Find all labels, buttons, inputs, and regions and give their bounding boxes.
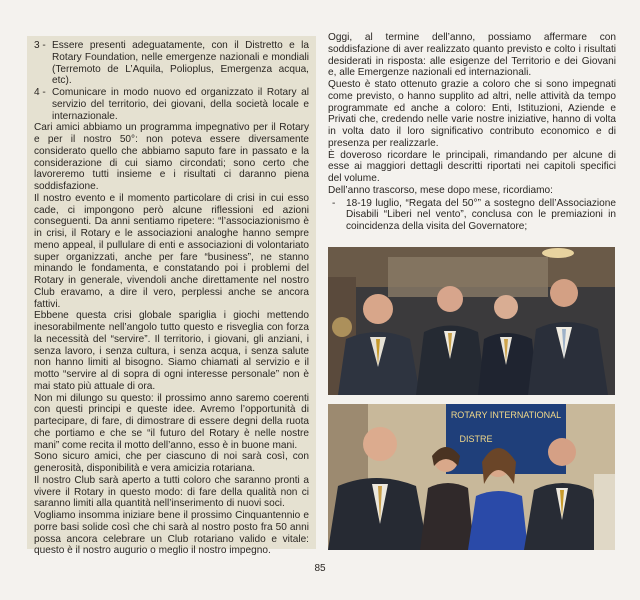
left-text-column — [27, 36, 316, 557]
bullet-item — [328, 198, 616, 233]
bullet-dash: - — [332, 197, 336, 209]
photo-group-banner — [328, 404, 615, 550]
photo-group-banner-illustration — [328, 404, 615, 550]
list-number: 4 - — [34, 87, 46, 98]
paragraph: Ebbene questa crisi globale sparigliа i giochi mettendo inesorabilmente nell’angolo tutto questo e risveglia con forza la necessità del “servire”. Il territorio, i giovani, gli anziani, i senza lavoro, i senza cultura, i senza acqua, i senza salute non hanno limiti al bisogno. Siamo chiamati al servizio e il motto “servire al di sopra di ogni interesse personale” non è mai stato più attuale di ora. — [34, 310, 309, 392]
paragraph: Vogliamo insomma iniziare bene il prossimo Cinquantennio e porre basi solide così che chi sarà al nostro posto fra 50 anni possa ancora celebrare un Club rotariano valido e vitale: questo è il nostro augurio o meglio il nostro impegno. — [34, 510, 309, 557]
photo-four-men — [328, 247, 615, 395]
photo-four-men-illustration — [328, 247, 615, 395]
paragraph: Il nostro Club sarà aperto a tutti coloro che saranno pronti a vivere il Rotary in questo modo: di fare della qualità non ci saranno limiti alla quantità nell’inserimento di nuovi soci. — [34, 474, 309, 510]
paragraph: Questo è stato ottenuto grazie a coloro che si sono impegnati come previsto, o hanno supplito ad altri, nelle attività da tempo programmate ed anche a coloro: Enti, Istituzioni, Aziende e Privati che, credendo nelle varie nostre iniziative, hanno di volta in volta dato il loro significativo contributo economico e di presenza per realizzarle. — [328, 79, 616, 149]
page-number: 85 — [314, 563, 326, 574]
paragraph: Non mi dilungo su questo: il prossimo anno saremo coerenti con questi principi e queste idee. Avremo l’opportunità di partecipare, di fare, di dimostrare di essere degni della ruota che portiamo e che se “il futuro del Rotary è nelle nostre mani” come recita il motto dell’anno, esso è in buone mani. — [34, 392, 309, 451]
banner-subtext: DISTRE — [459, 434, 493, 444]
banner-text: ROTARY INTERNATIONAL — [450, 410, 562, 420]
list-item — [34, 87, 309, 122]
paragraph: Sono sicuro amici, che per ciascuno di noi sarà così, con generosità, disponibilità e vera amicizia rotariana. — [34, 451, 309, 474]
list-number: 3 - — [34, 40, 46, 51]
list-item — [34, 40, 309, 87]
paragraph: Oggi, al termine dell’anno, possiamo affermare con soddisfazione di aver realizzato quanto previsto e colto i risultati desiderati in risposta: alle esigenze del Territorio e dei Giovani e, alle Emergenze nazionali ed internazionali. — [328, 32, 616, 79]
right-text-column — [328, 32, 616, 233]
paragraph: È doveroso ricordare le principali, rimandando per alcune di esse ai maggiori dettagli descritti riportati nei capitoli specifici del volume. — [328, 149, 616, 184]
list-item-text: Comunicare in modo nuovo ed organizzato il Rotary al servizio del territorio, dei giovani, della società locale e internazionale. — [52, 87, 309, 122]
paragraph: Dell’anno trascorso, mese dopo mese, ricordiamo: — [328, 184, 553, 196]
paragraph: Il nostro evento e il momento particolare di crisi in cui esso cade, ci impongono però alcune riflessioni ed azioni conseguenti. Da anni sentiamo ripetere: “l’associazionismo è in crisi, il Rotary e le associazioni analoghe hanno sempre meno appeal, il pullulare di enti e associazioni di volontariato super organizzati, anche per fare “business”, ne stanno minando le fondamenta, e constatando poi i problemi del Rotary in generale, vivendoli anche direttamente nel nostro Club eravamo, a dire il vero, perplessi anche se ancora fattivi. — [34, 192, 309, 310]
bullet-text: 18-19 luglio, “Regata del 50°” a sostegno dell’Associazione Disabili “Liberi nel vento”, conclusa con le premiazioni in coincidenza della visita del Governatore; — [346, 197, 616, 232]
list-item-text: Essere presenti adeguatamente, con il Distretto e la Rotary Foundation, nelle emergenze nazionali e mondiali (Terremoto de L’Aquila, Polioplus, Emergenza acqua, etc). — [52, 40, 309, 87]
paragraph: Cari amici abbiamo un programma impegnativo per il Rotary e per il nostro 50°: non poteva essere diversamente considerato quello che abbiamo saputo fare in passato e la considerazione di cui siamo circondati; sono certo che lavoreremo tutti insieme e i risultati ci daranno piena soddisfazione. — [34, 122, 309, 192]
